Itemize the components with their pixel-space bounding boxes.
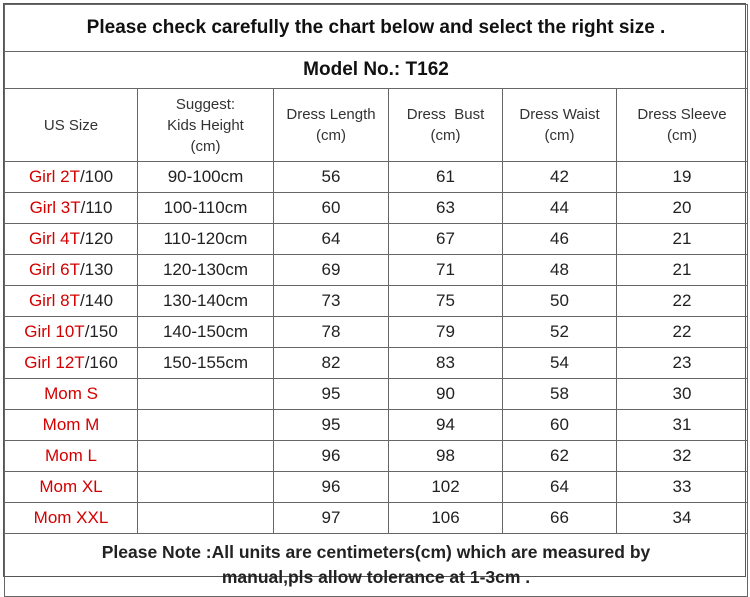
- cell-bust: 98: [389, 441, 503, 472]
- cell-height: [138, 472, 274, 503]
- cell-bust: 83: [389, 348, 503, 379]
- cell-length: 95: [274, 410, 389, 441]
- cell-length: 73: [274, 286, 389, 317]
- cell-sleeve: 21: [617, 224, 748, 255]
- size-label: Girl 12T: [24, 353, 85, 372]
- cell-sleeve: 19: [617, 162, 748, 193]
- cell-length: 95: [274, 379, 389, 410]
- cell-size: [5, 503, 138, 534]
- header-kids-height: Suggest: Kids Height (cm): [138, 89, 274, 162]
- size-label: Girl 4T: [28, 229, 80, 248]
- cell-bust: 63: [389, 193, 503, 224]
- cell-size: [5, 286, 138, 317]
- cell-size: [5, 472, 138, 503]
- note: [5, 534, 748, 597]
- cell-length: 96: [274, 472, 389, 503]
- table-row: [5, 224, 748, 255]
- cell-height: [138, 410, 274, 441]
- cell-sleeve: 21: [617, 255, 748, 286]
- cell-size: [5, 224, 138, 255]
- cell-sleeve: 22: [617, 317, 748, 348]
- cell-waist: 52: [503, 317, 617, 348]
- table-row: [5, 162, 748, 193]
- table-row: [5, 472, 748, 503]
- cell-waist: 60: [503, 410, 617, 441]
- cell-height: 150-155cm: [138, 348, 274, 379]
- cell-height: [138, 379, 274, 410]
- cell-sleeve: 34: [617, 503, 748, 534]
- header-dress-length: Dress Length (cm): [274, 89, 389, 162]
- size-number: /110: [80, 198, 113, 217]
- cell-bust: 71: [389, 255, 503, 286]
- cell-waist: 44: [503, 193, 617, 224]
- size-number: /140: [79, 291, 114, 310]
- cell-length: 69: [274, 255, 389, 286]
- cell-sleeve: 22: [617, 286, 748, 317]
- cell-sleeve: 20: [617, 193, 748, 224]
- size-label: Girl 10T: [24, 322, 85, 341]
- cell-height: 140-150cm: [138, 317, 274, 348]
- note-line-1: Please Note :All units are centimeters(cm) which are measured by: [101, 542, 651, 562]
- size-number: /150: [84, 322, 118, 341]
- size-chart: [3, 3, 746, 587]
- cell-length: 64: [274, 224, 389, 255]
- cell-bust: 90: [389, 379, 503, 410]
- cell-sleeve: 23: [617, 348, 748, 379]
- size-number: /130: [79, 260, 114, 279]
- size-label: Mom XXL: [33, 508, 109, 527]
- model-number: [5, 52, 748, 89]
- size-number: /100: [79, 167, 114, 186]
- size-number: /120: [79, 229, 114, 248]
- table-row: [5, 286, 748, 317]
- table-row: [5, 255, 748, 286]
- cell-height: 90-100cm: [138, 162, 274, 193]
- cell-waist: 66: [503, 503, 617, 534]
- cell-waist: 46: [503, 224, 617, 255]
- size-label: Mom L: [45, 446, 97, 465]
- cell-waist: 54: [503, 348, 617, 379]
- cell-sleeve: 32: [617, 441, 748, 472]
- cell-bust: 106: [389, 503, 503, 534]
- cell-sleeve: 33: [617, 472, 748, 503]
- cell-height: [138, 441, 274, 472]
- cell-bust: 67: [389, 224, 503, 255]
- size-table: [4, 4, 748, 597]
- cell-bust: 75: [389, 286, 503, 317]
- cell-size: [5, 162, 138, 193]
- cell-length: 60: [274, 193, 389, 224]
- table-row: [5, 379, 748, 410]
- chart-title: Please check carefully the chart below and select the right size .: [5, 5, 748, 52]
- cell-bust: 61: [389, 162, 503, 193]
- cell-waist: 62: [503, 441, 617, 472]
- cell-length: 78: [274, 317, 389, 348]
- size-label: Girl 8T: [28, 291, 80, 310]
- size-label: Mom M: [42, 415, 100, 434]
- cell-waist: 58: [503, 379, 617, 410]
- cell-size: [5, 379, 138, 410]
- table-row: [5, 410, 748, 441]
- size-label: Mom XL: [39, 477, 103, 496]
- cell-size: [5, 410, 138, 441]
- cell-size: [5, 441, 138, 472]
- cell-waist: 48: [503, 255, 617, 286]
- table-row: [5, 193, 748, 224]
- cell-length: 56: [274, 162, 389, 193]
- cell-bust: 94: [389, 410, 503, 441]
- cell-bust: 79: [389, 317, 503, 348]
- header-dress-waist: Dress Waist (cm): [503, 89, 617, 162]
- header-dress-sleeve: Dress Sleeve (cm): [617, 89, 748, 162]
- table-row: [5, 503, 748, 534]
- size-label: Girl 2T: [28, 167, 80, 186]
- model-label: Model No.:: [303, 59, 401, 80]
- cell-height: 130-140cm: [138, 286, 274, 317]
- cell-sleeve: 31: [617, 410, 748, 441]
- cell-size: [5, 317, 138, 348]
- size-number: /160: [84, 353, 118, 372]
- cell-height: 110-120cm: [138, 224, 274, 255]
- cell-length: 82: [274, 348, 389, 379]
- size-label: Girl 6T: [28, 260, 80, 279]
- cell-sleeve: 30: [617, 379, 748, 410]
- cell-waist: 64: [503, 472, 617, 503]
- cell-size: [5, 255, 138, 286]
- header-us-size: US Size: [5, 89, 138, 162]
- cell-size: [5, 348, 138, 379]
- cell-size: [5, 193, 138, 224]
- table-row: [5, 348, 748, 379]
- cell-height: 100-110cm: [138, 193, 274, 224]
- cell-length: 97: [274, 503, 389, 534]
- model-value: T162: [405, 59, 449, 80]
- cell-length: 96: [274, 441, 389, 472]
- cell-waist: 50: [503, 286, 617, 317]
- size-label: Girl 3T: [29, 198, 81, 217]
- table-row: [5, 441, 748, 472]
- cell-waist: 42: [503, 162, 617, 193]
- cell-height: 120-130cm: [138, 255, 274, 286]
- cell-height: [138, 503, 274, 534]
- size-label: Mom S: [44, 384, 98, 403]
- note-line-2: manual,pls allow tolerance at 1-3cm .: [221, 567, 531, 587]
- header-dress-bust: Dress Bust (cm): [389, 89, 503, 162]
- table-row: [5, 317, 748, 348]
- cell-bust: 102: [389, 472, 503, 503]
